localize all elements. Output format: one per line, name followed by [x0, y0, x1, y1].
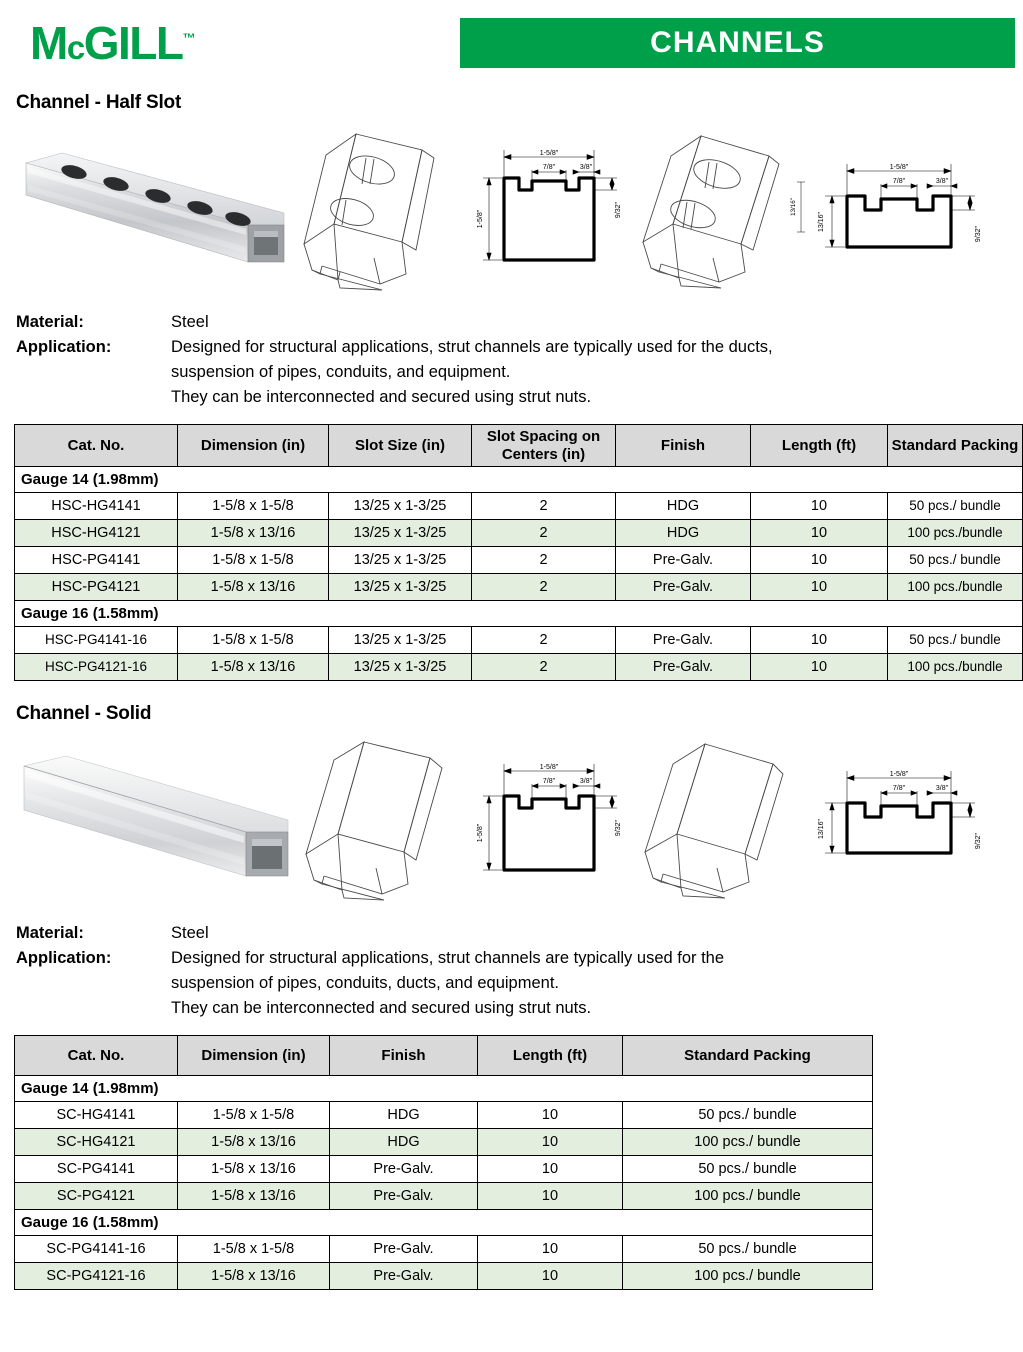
cell-dimension: 1-5/8 x 13/16 [178, 1183, 330, 1210]
table-row [15, 654, 1023, 681]
section-solid [8, 703, 1015, 1290]
dim-lip: 9/32" [615, 201, 622, 218]
page-title-banner [460, 18, 1015, 68]
dim-flange-4: 3/8" [935, 784, 949, 792]
material-label: Material: [16, 313, 84, 331]
application-label: Application: [16, 338, 112, 356]
group-label-gauge16: Gauge 16 (1.58mm) [15, 601, 1023, 627]
isometric-half-slot-shallow [629, 122, 809, 297]
application-line: suspension of pipes, conduits, and equipment. [171, 363, 511, 381]
table-row [15, 1183, 873, 1210]
cell-slot-size: 13/25 x 1-3/25 [329, 627, 472, 654]
dim-flange-3: 3/8" [579, 777, 593, 785]
cell-dimension: 1-5/8 x 1-5/8 [178, 547, 329, 574]
section-half-slot [8, 92, 1019, 681]
dim-height-shallow-iso: 13/16" [790, 197, 797, 216]
page-header [8, 0, 1015, 86]
application-line: They can be interconnected and secured using strut nuts. [171, 999, 592, 1018]
group-label-gauge14: Gauge 14 (1.98mm) [15, 467, 1023, 493]
cell-finish: HDG [330, 1102, 478, 1129]
isometric-solid-shallow [629, 734, 809, 907]
cross-section-13-16-shallow [809, 142, 989, 277]
logo-text-m: M [30, 17, 67, 69]
col-dimension: Dimension (in) [178, 425, 329, 467]
table-row [15, 1263, 873, 1290]
cell-packing: 100 pcs./bundle [888, 520, 1023, 547]
product-table-half-slot [14, 424, 1023, 681]
cell-cat-no: SC-PG4141-16 [15, 1236, 178, 1263]
cell-length: 10 [478, 1129, 623, 1156]
section-title-half-slot: Channel - Half Slot [16, 92, 182, 113]
cell-dimension: 1-5/8 x 13/16 [178, 574, 329, 601]
cell-dimension: 1-5/8 x 13/16 [178, 1263, 330, 1290]
cell-cat-no: SC-PG4121-16 [15, 1263, 178, 1290]
logo-text-c: c [66, 29, 84, 66]
cell-cat-no: SC-PG4141 [15, 1156, 178, 1183]
cell-packing: 100 pcs./ bundle [623, 1183, 873, 1210]
cell-finish: Pre-Galv. [330, 1183, 478, 1210]
col-finish: Finish [616, 425, 751, 467]
figure-strip-solid [8, 729, 1015, 911]
material-value: Steel [171, 313, 209, 331]
cell-dimension: 1-5/8 x 1-5/8 [178, 493, 329, 520]
group-header-row [15, 467, 1023, 493]
cell-slot-spacing: 2 [472, 654, 616, 681]
dim-height-deep: 1-5/8" [477, 209, 484, 228]
cell-packing: 50 pcs./ bundle [623, 1156, 873, 1183]
cell-packing: 100 pcs./ bundle [623, 1129, 873, 1156]
dim-lip-2: 9/32" [975, 225, 982, 242]
isometric-half-slot-deep [294, 122, 469, 297]
dim-opening-2: 7/8" [892, 177, 906, 185]
col-standard-packing: Standard Packing [888, 425, 1023, 467]
cell-dimension: 1-5/8 x 1-5/8 [178, 627, 329, 654]
cell-cat-no: HSC-PG4141-16 [15, 627, 178, 654]
cell-finish: Pre-Galv. [616, 654, 751, 681]
col-length: Length (ft) [478, 1036, 623, 1076]
cell-dimension: 1-5/8 x 13/16 [178, 1129, 330, 1156]
specs-solid [16, 921, 1015, 1021]
cell-length: 10 [751, 493, 888, 520]
application-value [171, 335, 1015, 410]
dim-height-shallow: 13/16" [818, 211, 825, 232]
cell-length: 10 [478, 1183, 623, 1210]
cell-cat-no: HSC-HG4141 [15, 493, 178, 520]
table-header-row [15, 1036, 873, 1076]
cell-cat-no: SC-HG4121 [15, 1129, 178, 1156]
cell-packing: 50 pcs./ bundle [623, 1102, 873, 1129]
col-dimension: Dimension (in) [178, 1036, 330, 1076]
col-length: Length (ft) [751, 425, 888, 467]
dim-height-deep-2: 1-5/8" [477, 823, 484, 843]
table-row [15, 574, 1023, 601]
application-row [16, 946, 1015, 1021]
cell-finish: Pre-Galv. [330, 1263, 478, 1290]
cell-finish: HDG [616, 520, 751, 547]
product-table-solid [14, 1035, 873, 1290]
cell-cat-no: SC-HG4141 [15, 1102, 178, 1129]
cell-finish: HDG [330, 1129, 478, 1156]
cell-length: 10 [751, 547, 888, 574]
col-standard-packing: Standard Packing [623, 1036, 873, 1076]
cell-length: 10 [478, 1102, 623, 1129]
cell-finish: Pre-Galv. [330, 1156, 478, 1183]
table-row [15, 547, 1023, 574]
material-row [16, 921, 1015, 946]
cell-cat-no: HSC-PG4121 [15, 574, 178, 601]
specs-half-slot [16, 310, 1015, 410]
table-row [15, 493, 1023, 520]
cell-finish: HDG [616, 493, 751, 520]
col-slot-size: Slot Size (in) [329, 425, 472, 467]
cell-packing: 50 pcs./ bundle [888, 627, 1023, 654]
dim-opening-4: 7/8" [892, 784, 906, 792]
cell-slot-size: 13/25 x 1-3/25 [329, 547, 472, 574]
cell-finish: Pre-Galv. [616, 627, 751, 654]
cell-slot-spacing: 2 [472, 574, 616, 601]
dim-opening-3: 7/8" [542, 777, 556, 785]
dim-flange: 3/8" [579, 163, 593, 171]
trademark-symbol: ™ [182, 30, 196, 46]
cell-cat-no: HSC-PG4121-16 [15, 654, 178, 681]
dim-overall-width-2: 1-5/8" [889, 163, 909, 171]
dim-overall-width-4: 1-5/8" [889, 770, 909, 778]
cell-slot-spacing: 2 [472, 547, 616, 574]
cell-slot-size: 13/25 x 1-3/25 [329, 493, 472, 520]
cell-dimension: 1-5/8 x 1-5/8 [178, 1102, 330, 1129]
application-line: Designed for structural applications, strut channels are typically used for the [171, 949, 725, 968]
cell-length: 10 [751, 574, 888, 601]
cell-length: 10 [478, 1156, 623, 1183]
table-row [15, 1129, 873, 1156]
group-header-row [15, 1076, 873, 1102]
cell-cat-no: SC-PG4121 [15, 1183, 178, 1210]
cell-dimension: 1-5/8 x 13/16 [178, 654, 329, 681]
photo-solid [16, 736, 294, 904]
cross-section-solid-deep [469, 748, 629, 893]
table-row [15, 520, 1023, 547]
cell-slot-size: 13/25 x 1-3/25 [329, 654, 472, 681]
table-row [15, 1102, 873, 1129]
page-title: CHANNELS [650, 26, 825, 59]
cell-slot-spacing: 2 [472, 520, 616, 547]
application-row [16, 335, 1015, 410]
cell-packing: 50 pcs./ bundle [888, 493, 1023, 520]
cell-length: 10 [751, 520, 888, 547]
group-header-row [15, 601, 1023, 627]
cell-finish: Pre-Galv. [616, 574, 751, 601]
isometric-solid-deep [294, 734, 469, 907]
cell-packing: 100 pcs./bundle [888, 654, 1023, 681]
cell-cat-no: HSC-PG4141 [15, 547, 178, 574]
brand-logo [8, 17, 460, 69]
cell-slot-spacing: 2 [472, 627, 616, 654]
group-label-gauge14: Gauge 14 (1.98mm) [15, 1076, 873, 1102]
material-value: Steel [171, 924, 209, 943]
table-header-row [15, 425, 1023, 467]
application-line: Designed for structural applications, strut channels are typically used for the ducts, [171, 338, 773, 356]
cell-dimension: 1-5/8 x 13/16 [178, 1156, 330, 1183]
cell-cat-no: HSC-HG4121 [15, 520, 178, 547]
cell-packing: 100 pcs./bundle [888, 574, 1023, 601]
cross-section-solid-shallow [809, 753, 989, 888]
material-label: Material: [16, 924, 84, 943]
cell-packing: 50 pcs./ bundle [888, 547, 1023, 574]
dim-overall-width: 1-5/8" [539, 149, 559, 157]
application-line: They can be interconnected and secured using strut nuts. [171, 388, 592, 406]
dim-height-shallow-2: 13/16" [818, 818, 825, 839]
dim-opening: 7/8" [542, 163, 556, 171]
section-title-solid: Channel - Solid [16, 703, 152, 725]
cell-dimension: 1-5/8 x 13/16 [178, 520, 329, 547]
dim-lip-3: 9/32" [615, 819, 622, 836]
dim-flange-2: 3/8" [935, 177, 949, 185]
application-value [171, 946, 1015, 1021]
table-row [15, 1236, 873, 1263]
cell-finish: Pre-Galv. [616, 547, 751, 574]
figure-strip-half-slot [8, 118, 1015, 300]
cell-length: 10 [478, 1236, 623, 1263]
cell-packing: 50 pcs./ bundle [623, 1236, 873, 1263]
dim-overall-width-3: 1-5/8" [539, 763, 559, 771]
col-cat-no: Cat. No. [15, 425, 178, 467]
col-cat-no: Cat. No. [15, 1036, 178, 1076]
application-label: Application: [16, 949, 112, 968]
logo-text-gill: GILL [83, 17, 183, 69]
cell-packing: 100 pcs./ bundle [623, 1263, 873, 1290]
cell-slot-spacing: 2 [472, 493, 616, 520]
col-slot-spacing: Slot Spacing on Centers (in) [472, 425, 616, 467]
cell-dimension: 1-5/8 x 1-5/8 [178, 1236, 330, 1263]
group-header-row [15, 1210, 873, 1236]
cell-length: 10 [751, 627, 888, 654]
cross-section-1-5-8-deep [469, 132, 629, 287]
cell-slot-size: 13/25 x 1-3/25 [329, 574, 472, 601]
group-label-gauge16: Gauge 16 (1.58mm) [15, 1210, 873, 1236]
cell-length: 10 [478, 1263, 623, 1290]
col-finish: Finish [330, 1036, 478, 1076]
cell-finish: Pre-Galv. [330, 1236, 478, 1263]
photo-half-slot [16, 125, 294, 293]
cell-length: 10 [751, 654, 888, 681]
material-row [16, 310, 1015, 335]
cell-slot-size: 13/25 x 1-3/25 [329, 520, 472, 547]
table-row [15, 1156, 873, 1183]
dim-lip-4: 9/32" [975, 832, 982, 849]
application-line: suspension of pipes, conduits, ducts, and equipment. [171, 974, 559, 993]
table-row [15, 627, 1023, 654]
